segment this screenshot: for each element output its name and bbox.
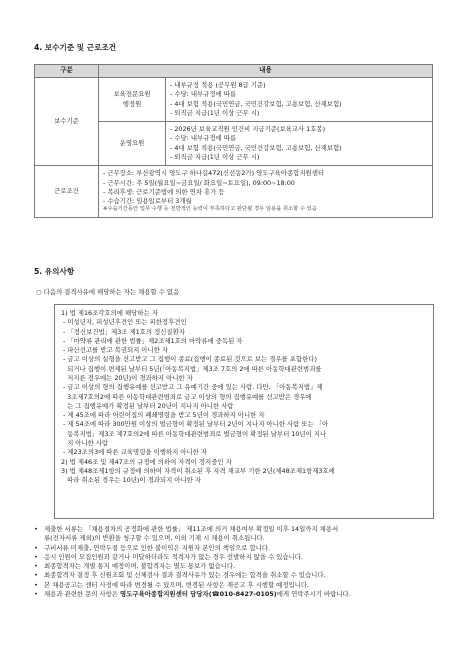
disqualification-line: 되거나 집행이 면제된 날부터 5년(「아동복지법」제3조 7호의 2에 따른 아동학대관련범죄를 xyxy=(61,364,322,373)
section-4-title: 4. 보수기준 및 근로조건 xyxy=(34,43,117,52)
label-admin: 행정원 xyxy=(122,99,142,108)
header-content: 내용 xyxy=(99,65,433,78)
list-item: - 수당: 내부규정에 따름 xyxy=(170,134,237,143)
probation-note: ※수습기간동안 업무 수행 등 전반적인 능력이 부족하다고 판단될 경우 임용을 취소할 수 있음 xyxy=(103,206,317,213)
list-item xyxy=(34,525,438,534)
list-item xyxy=(34,590,438,599)
disqualification-line: - 제 45조에 따라 어린이집의 폐쇄명령을 받고 5년이 경과하지 아니한 자 xyxy=(61,411,265,420)
bullet-text: 류(전자서류 제외)의 반환을 청구할 수 있으며, 이외 기재 시 채용이 취소됩니다. xyxy=(44,534,265,543)
disqualification-line: - 파산선고를 받고 복권되지 아니한 자 xyxy=(61,346,169,355)
disqualification-line: 동복지법」제3조 제7호의2에 따른 아동학대관련범죄로 벌금형이 확정된 날부터 10년이 지나 xyxy=(61,429,327,438)
list-item: - 퇴직금 지급(1년 이상 근무 시) xyxy=(170,108,260,117)
bullet-text: 본 채용공고는 센터 사정에 따라 변경될 수 있으며, 변경된 사항은 재공고 후 시행할 예정입니다. xyxy=(44,580,310,589)
table-header-row xyxy=(35,65,433,78)
disqualification-line: - 「마약류 관리에 관한 법률」제2조제1호의 마약류에 중독된 자 xyxy=(61,336,243,345)
pay-group-lines xyxy=(166,78,433,122)
bullet-icon: • xyxy=(34,543,38,552)
disqualification-line: 저지른 경우에는 20년)이 경과하지 아니한 자 xyxy=(61,373,193,382)
disqualification-line: 는 그 집행유예가 확정된 날부터 20년이 지나지 아니한 사람 xyxy=(61,401,234,410)
disqualification-line: 지 아니한 사람 xyxy=(61,438,109,447)
list-item: - 수당: 내부규정에 따름 xyxy=(170,90,237,99)
list-item xyxy=(34,553,438,562)
list-item xyxy=(34,571,438,580)
list-item xyxy=(34,562,438,571)
pay-category: 보수기준 xyxy=(35,78,99,166)
disqualification-line: - 「정신보건법」제3조 제1호의 정신질환자 xyxy=(61,327,185,336)
pay-group-label: 운영요원 xyxy=(99,122,166,166)
work-category: 근로조건 xyxy=(35,166,99,218)
disqualification-line: 따라 취소된 경우는 10년)이 경과되지 아니한 자 xyxy=(61,476,202,485)
list-item: - 근무장소: 부산광역시 영도구 하나길472(신선동2가) 영도구육아종합지원센터 xyxy=(103,169,325,178)
disqualification-line: - 제23조의3에 따른 교육명령을 이행하지 아니한 자 xyxy=(61,448,208,457)
list-item: - 2026년 보육교직원 인건비 지급기준(보육교사 1호봉) xyxy=(170,125,326,134)
list-item xyxy=(34,581,438,590)
disqualification-line: 1) 법 제16조각호의에 해당하는 자 xyxy=(61,309,158,317)
list-item: - 수습기간: 임용일로부터 3개월 xyxy=(103,197,192,206)
list-item: - 4대 보험 적용(국민연금, 국민건강보험, 고용보험, 산재보험) xyxy=(170,99,342,108)
disqualification-line: 3조제7호의2에 따른 아동학대관련범죄로 금고 이상의 형의 집행유예를 선고받은 경우에 xyxy=(61,392,312,401)
bullet-icon: • xyxy=(34,525,38,533)
bullet-text: 최종합격자는 개별 통지 예정이며, 불합격자는 별도 통보가 없습니다. xyxy=(44,562,236,571)
bullet-icon: • xyxy=(34,589,38,598)
contact-text-post: 에게 연락주시기 바랍니다. xyxy=(276,589,351,598)
disqualification-line: - 미성년자, 피성년후견인 또는 피한정후견인 xyxy=(61,318,187,327)
table-row xyxy=(35,166,433,218)
disqualification-line: - 제 54조에 따라 300만원 이상의 벌금형이 확정된 날부터 2년이 지나지 아니한 사람 또는 「아 xyxy=(61,420,329,429)
label-specialist: 보육전문요원 xyxy=(113,90,151,99)
contact-text xyxy=(44,590,351,599)
notice-list xyxy=(34,525,438,599)
list-item: - 근무시간: 주 5일(월요일~금요일/ 화요일~토요일), 09:00~18:00 xyxy=(103,178,295,187)
pay-group-lines xyxy=(166,122,433,166)
list-item: - 복리후생: 근로기준법에 의한 연차 휴가 등 xyxy=(103,187,225,196)
header-category: 구분 xyxy=(35,65,99,78)
conditions-table xyxy=(34,64,433,218)
disqualification-line: - 금고 이상의 형의 집행유예를 선고받고 그 유예기간 중에 있는 사람. 다만, 「아동복지법」제 xyxy=(61,383,323,392)
list-item: - 내부규정 적용 (공무원 8급 기준) xyxy=(170,81,266,89)
table-row xyxy=(35,78,433,122)
disqualification-line: - 금고 이상의 실형을 선고받고 그 집행이 종료(집행이 종료된 것으로 보는 경우를 포함한다) xyxy=(61,355,317,364)
list-item xyxy=(34,534,438,543)
bullet-icon: • xyxy=(34,562,38,571)
bullet-icon: • xyxy=(34,552,38,561)
disqualification-line: 2) 법 제46조 및 제47조의 규정에 의하여 자격이 정지중인 자 xyxy=(61,457,232,466)
section-5-title: 5. 유의사항 xyxy=(34,267,75,276)
list-item: - 4대 보험 적용(국민연금, 국민건강보험, 고용보험, 산재보험) xyxy=(170,143,342,152)
disqualification-box xyxy=(54,304,434,519)
bullet-icon: • xyxy=(34,580,38,589)
bullet-text: 제출한 서류는 「채용절차의 공정화에 관한 법률」 제11조에 의거 채용여부 확정일 이후 14일까지 채용서 xyxy=(44,525,339,533)
bullet-icon xyxy=(34,534,44,543)
bullet-text: 응시 인원이 모집인원과 같거나 미달하더라도 적격자가 없는 경우 선발하지 않을 수 있습니다. xyxy=(44,552,303,561)
bullet-text: 구비서류 미제출, 연락두절 등으로 인한 불이익은 지원자 본인의 책임으로 합니다. xyxy=(44,543,271,552)
work-lines xyxy=(99,166,433,218)
pay-group-label xyxy=(99,78,166,122)
contact-person: 영도구육아종합지원센터 담당자(☎010-8427-0105) xyxy=(120,589,277,598)
list-item xyxy=(34,544,438,553)
disqualification-line: 3) 법 제48조제1항의 규정에 의하여 자격이 취소된 후 자격 재교부 기한 2년(제48조제1항제3호에 xyxy=(61,466,335,475)
bullet-icon: • xyxy=(34,571,38,580)
list-item: - 퇴직금 지급(1년 이상 근무 시) xyxy=(170,152,260,161)
disqualification-intro: ○ 다음의 결격사유에 해당하는 자는 채용할 수 없음 xyxy=(36,288,180,296)
contact-text-pre: 채용과 관련한 문의 사항은 xyxy=(44,589,121,598)
bullet-text: 최종합격자 결정 후 신원조회 및 신체검사 결과 결격사유가 있는 경우에는 합격을 취소할 수 있습니다. xyxy=(44,571,326,580)
